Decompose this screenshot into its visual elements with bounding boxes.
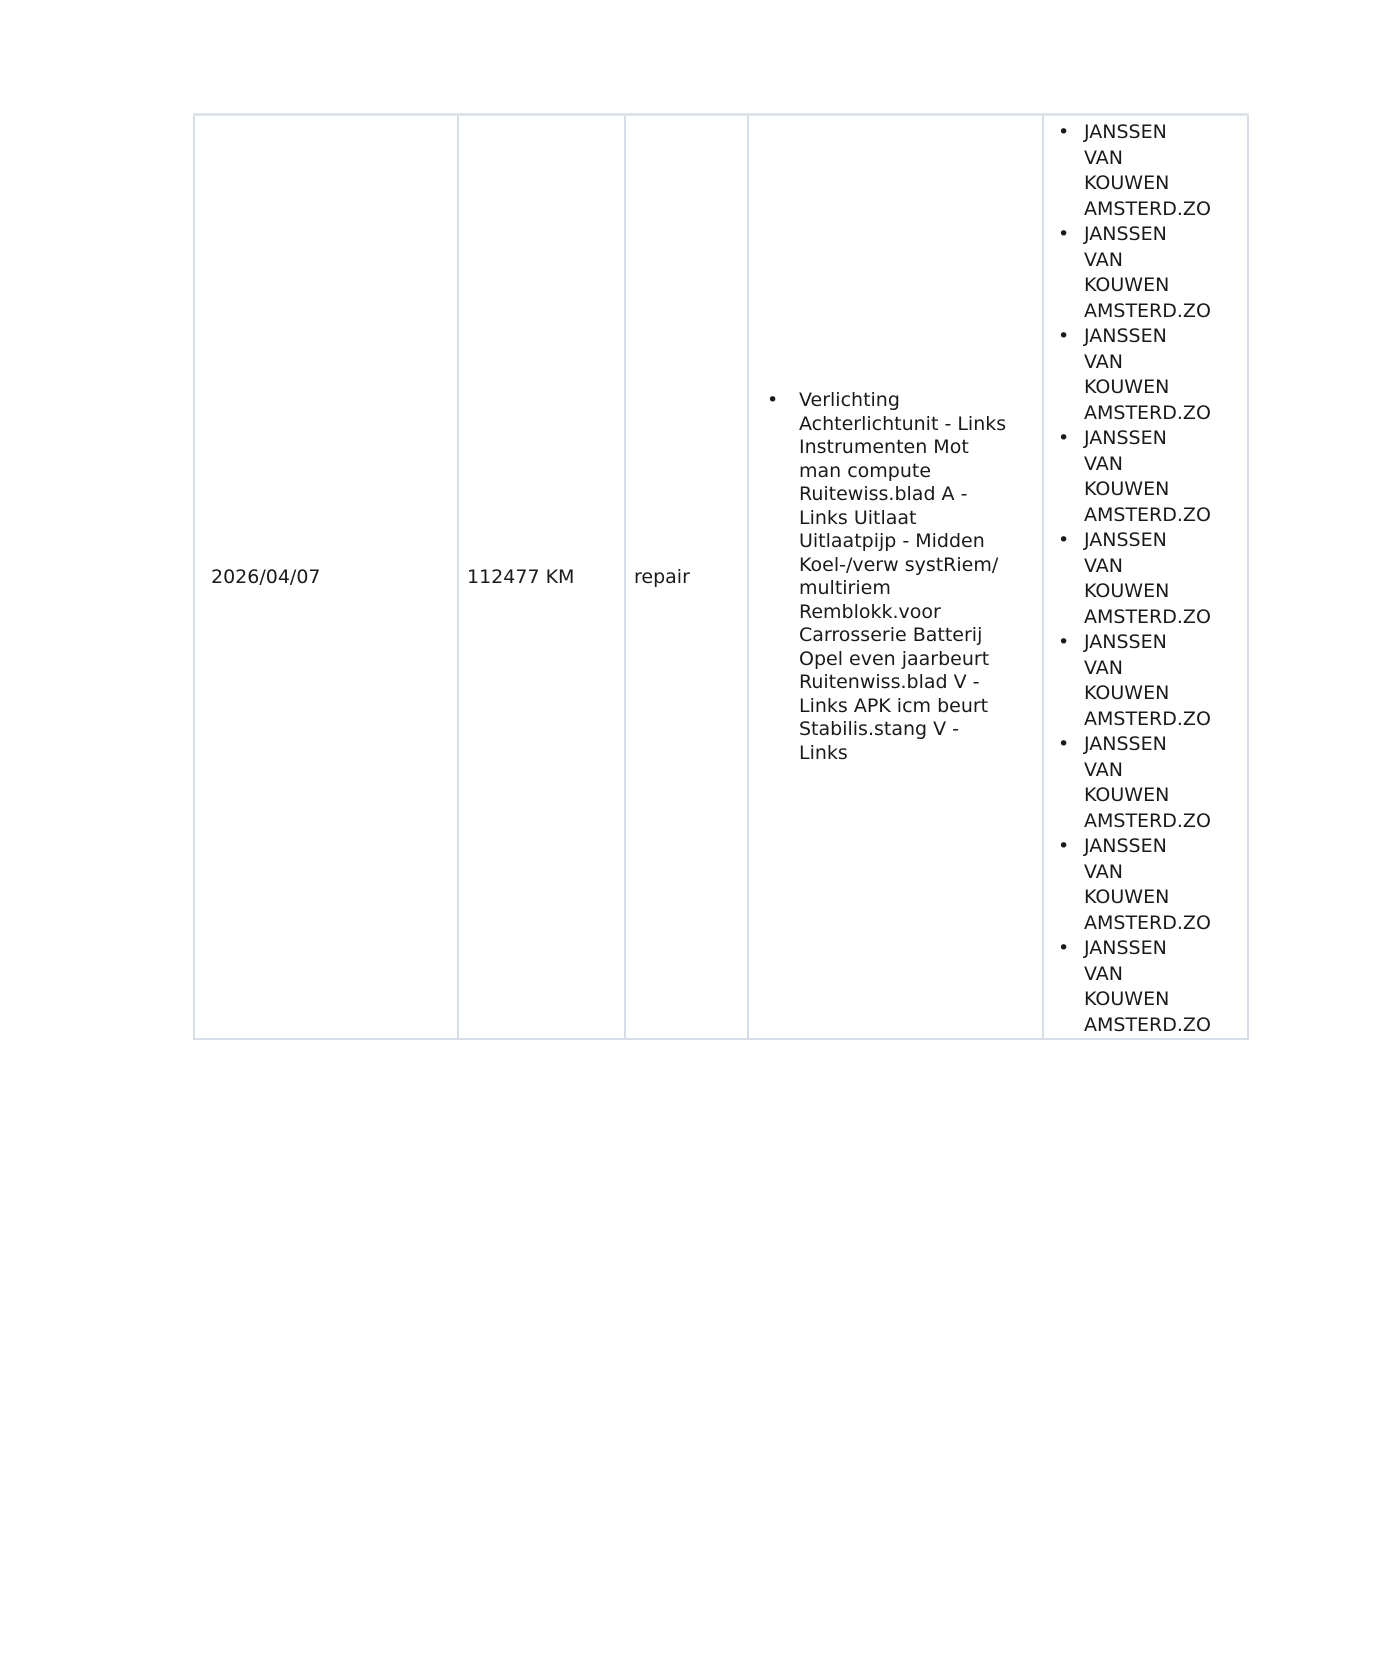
mileage-value: 112477 KM	[467, 565, 575, 588]
dealer-item: • JANSSEN VAN KOUWEN AMSTERD.ZO	[1052, 834, 1239, 936]
service-date: 2026/04/07	[211, 565, 321, 588]
dealer-item: • JANSSEN VAN KOUWEN AMSTERD.ZO	[1052, 324, 1239, 426]
service-type: repair	[634, 565, 690, 588]
dealer-item: • JANSSEN VAN KOUWEN AMSTERD.ZO	[1052, 528, 1239, 630]
type-cell	[625, 115, 748, 1040]
dealer-item: • JANSSEN VAN KOUWEN AMSTERD.ZO	[1052, 222, 1239, 324]
dealer-item: • JANSSEN VAN KOUWEN AMSTERD.ZO	[1052, 630, 1239, 732]
date-cell	[194, 115, 458, 1040]
work-items-list	[757, 389, 1034, 765]
dealer-item: • JANSSEN VAN KOUWEN AMSTERD.ZO	[1052, 426, 1239, 528]
dealer-item: • JANSSEN VAN KOUWEN AMSTERD.ZO	[1052, 936, 1239, 1038]
table-row	[194, 115, 1248, 1040]
dealers-cell	[1043, 115, 1248, 1040]
mileage-cell	[458, 115, 625, 1040]
dealer-item: • JANSSEN VAN KOUWEN AMSTERD.ZO	[1052, 732, 1239, 834]
work-items-cell	[748, 115, 1043, 1040]
dealers-list	[1052, 120, 1239, 1038]
dealer-item: • JANSSEN VAN KOUWEN AMSTERD.ZO	[1052, 120, 1239, 222]
service-history-table	[193, 113, 1249, 1040]
work-item: • Verlichting Achterlichtunit - Links Instrumenten Mot man compute Ruitewiss.blad A - Links Uitlaat Uitlaatpijp - Midden Koel-/verw systRiem/ multiriem Remblokk.voor Carrosserie Batterij Opel even jaarbeurt Ruitenwiss.blad V - Links APK icm beurt Stabilis.stang V - Links	[757, 389, 1034, 765]
